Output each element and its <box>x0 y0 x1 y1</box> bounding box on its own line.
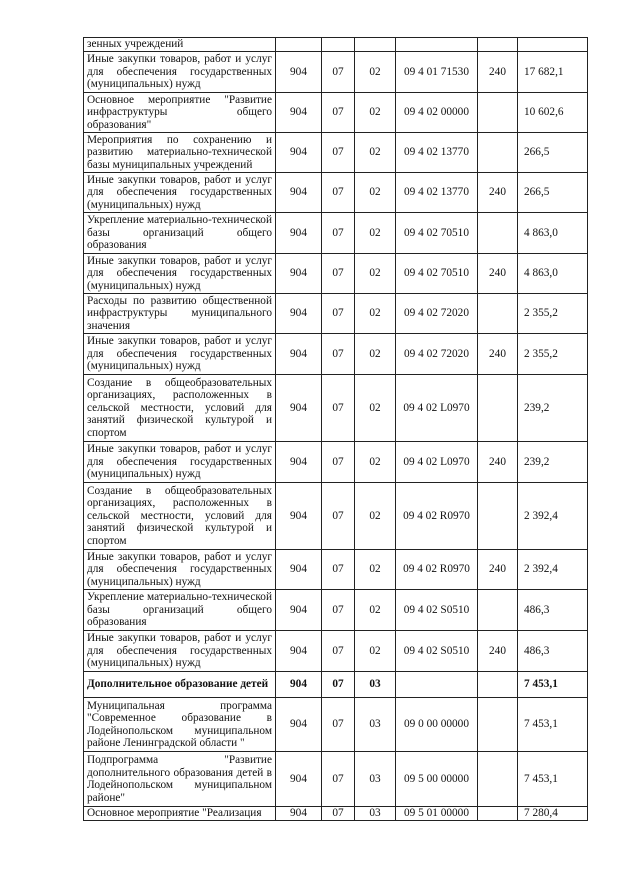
amount-cell: 486,3 <box>518 631 588 672</box>
department-code-cell: 904 <box>276 631 322 672</box>
target-article-cell: 09 4 02 S0510 <box>396 590 478 631</box>
expense-type-cell: 240 <box>478 52 518 93</box>
expense-name-cell: Создание в общеобразовательных организациях, расположенных в сельской местности, условий для занятий физической культурой и спортом <box>84 375 276 442</box>
department-code-cell: 904 <box>276 752 322 807</box>
expense-name-cell: Иные закупки товаров, работ и услуг для обеспечения государственных (муниципальных) нужд <box>84 254 276 294</box>
target-article-cell: 09 4 02 13770 <box>396 133 478 173</box>
department-code-cell: 904 <box>276 213 322 254</box>
department-code-cell: 904 <box>276 133 322 173</box>
expense-type-cell: 240 <box>478 334 518 375</box>
expense-name-cell: Муниципальная программа "Современное образование в Лодейнопольском муниципальном районе Ленинградской области " <box>84 698 276 752</box>
subsection-code-cell: 02 <box>355 442 396 483</box>
subsection-code-cell: 03 <box>355 698 396 752</box>
amount-cell: 2 392,4 <box>518 483 588 550</box>
amount-cell: 239,2 <box>518 375 588 442</box>
expense-type-cell <box>478 590 518 631</box>
amount-cell: 4 863,0 <box>518 213 588 254</box>
section-code-cell: 07 <box>322 93 355 133</box>
target-article-cell: 09 4 02 72020 <box>396 294 478 334</box>
expense-name-cell: Дополнительное образование детей <box>84 672 276 698</box>
department-code-cell: 904 <box>276 294 322 334</box>
expense-type-cell <box>478 93 518 133</box>
expense-type-cell <box>478 38 518 52</box>
target-article-cell: 09 0 00 00000 <box>396 698 478 752</box>
subsection-code-cell: 03 <box>355 807 396 821</box>
department-code-cell: 904 <box>276 173 322 213</box>
department-code-cell: 904 <box>276 698 322 752</box>
expense-name-cell: зенных учреждений <box>84 38 276 52</box>
table-row <box>84 698 588 752</box>
subsection-code-cell: 02 <box>355 213 396 254</box>
amount-cell: 7 453,1 <box>518 698 588 752</box>
target-article-cell <box>396 672 478 698</box>
target-article-cell: 09 5 01 00000 <box>396 807 478 821</box>
department-code-cell: 904 <box>276 550 322 590</box>
subsection-code-cell: 02 <box>355 254 396 294</box>
target-article-cell: 09 5 00 00000 <box>396 752 478 807</box>
expense-name-cell: Основное мероприятие "Развитие инфраструктуры общего образования" <box>84 93 276 133</box>
table-row <box>84 590 588 631</box>
expense-name-cell: Подпрограмма "Развитие дополнительного образования детей в Лодейнопольском муниципальном районе" <box>84 752 276 807</box>
expense-name-cell: Иные закупки товаров, работ и услуг для обеспечения государственных (муниципальных) нужд <box>84 173 276 213</box>
table-row <box>84 254 588 294</box>
department-code-cell: 904 <box>276 334 322 375</box>
expense-name-cell: Иные закупки товаров, работ и услуг для обеспечения государственных (муниципальных) нужд <box>84 631 276 672</box>
expense-type-cell <box>478 698 518 752</box>
department-code-cell: 904 <box>276 807 322 821</box>
section-code-cell: 07 <box>322 213 355 254</box>
amount-cell: 486,3 <box>518 590 588 631</box>
section-code-cell: 07 <box>322 672 355 698</box>
table-row <box>84 631 588 672</box>
expense-name-cell: Укрепление материально-технической базы организаций общего образования <box>84 590 276 631</box>
expense-name-cell: Укрепление материально-технической базы организаций общего образования <box>84 213 276 254</box>
table-row <box>84 93 588 133</box>
section-code-cell: 07 <box>322 442 355 483</box>
section-code-cell: 07 <box>322 483 355 550</box>
amount-cell: 266,5 <box>518 133 588 173</box>
amount-cell: 4 863,0 <box>518 254 588 294</box>
subsection-code-cell <box>355 38 396 52</box>
expense-name-cell: Иные закупки товаров, работ и услуг для обеспечения государственных (муниципальных) нужд <box>84 550 276 590</box>
target-article-cell <box>396 38 478 52</box>
section-code-cell <box>322 38 355 52</box>
table-row <box>84 752 588 807</box>
target-article-cell: 09 4 02 L0970 <box>396 375 478 442</box>
expense-type-cell: 240 <box>478 254 518 294</box>
expense-type-cell: 240 <box>478 173 518 213</box>
table-row <box>84 133 588 173</box>
expense-type-cell: 240 <box>478 631 518 672</box>
table-row <box>84 807 588 821</box>
table-row <box>84 38 588 52</box>
section-code-cell: 07 <box>322 52 355 93</box>
subsection-code-cell: 02 <box>355 294 396 334</box>
section-code-cell: 07 <box>322 173 355 213</box>
amount-cell: 7 453,1 <box>518 752 588 807</box>
department-code-cell <box>276 38 322 52</box>
table-row <box>84 442 588 483</box>
amount-cell: 266,5 <box>518 173 588 213</box>
department-code-cell: 904 <box>276 590 322 631</box>
subsection-code-cell: 02 <box>355 93 396 133</box>
expense-name-cell: Иные закупки товаров, работ и услуг для обеспечения государственных (муниципальных) нужд <box>84 334 276 375</box>
expense-type-cell <box>478 375 518 442</box>
section-code-cell: 07 <box>322 752 355 807</box>
department-code-cell: 904 <box>276 483 322 550</box>
target-article-cell: 09 4 02 72020 <box>396 334 478 375</box>
expense-type-cell <box>478 294 518 334</box>
section-code-cell: 07 <box>322 294 355 334</box>
expense-type-cell <box>478 672 518 698</box>
target-article-cell: 09 4 02 00000 <box>396 93 478 133</box>
table-row <box>84 550 588 590</box>
expense-type-cell <box>478 483 518 550</box>
section-code-cell: 07 <box>322 631 355 672</box>
table-row <box>84 483 588 550</box>
target-article-cell: 09 4 02 R0970 <box>396 483 478 550</box>
subsection-code-cell: 02 <box>355 334 396 375</box>
table-row <box>84 173 588 213</box>
expense-name-cell: Иные закупки товаров, работ и услуг для обеспечения государственных (муниципальных) нужд <box>84 442 276 483</box>
subsection-code-cell: 02 <box>355 52 396 93</box>
expense-type-cell: 240 <box>478 550 518 590</box>
table-row <box>84 334 588 375</box>
budget-table-body <box>84 38 588 821</box>
amount-cell: 17 682,1 <box>518 52 588 93</box>
section-code-cell: 07 <box>322 133 355 173</box>
expense-name-cell: Мероприятия по сохранению и развитию материально-технической базы муниципальных учреждений <box>84 133 276 173</box>
section-code-cell: 07 <box>322 807 355 821</box>
subsection-code-cell: 03 <box>355 752 396 807</box>
table-row <box>84 672 588 698</box>
amount-cell: 2 392,4 <box>518 550 588 590</box>
expense-type-cell <box>478 752 518 807</box>
target-article-cell: 09 4 02 L0970 <box>396 442 478 483</box>
target-article-cell: 09 4 02 70510 <box>396 254 478 294</box>
target-article-cell: 09 4 02 13770 <box>396 173 478 213</box>
expense-name-cell: Иные закупки товаров, работ и услуг для обеспечения государственных (муниципальных) нужд <box>84 52 276 93</box>
amount-cell: 239,2 <box>518 442 588 483</box>
section-code-cell: 07 <box>322 590 355 631</box>
subsection-code-cell: 02 <box>355 631 396 672</box>
table-row <box>84 294 588 334</box>
target-article-cell: 09 4 02 70510 <box>396 213 478 254</box>
expense-type-cell <box>478 807 518 821</box>
department-code-cell: 904 <box>276 254 322 294</box>
subsection-code-cell: 02 <box>355 375 396 442</box>
amount-cell <box>518 38 588 52</box>
amount-cell: 2 355,2 <box>518 294 588 334</box>
department-code-cell: 904 <box>276 93 322 133</box>
expense-type-cell <box>478 213 518 254</box>
department-code-cell: 904 <box>276 52 322 93</box>
subsection-code-cell: 02 <box>355 483 396 550</box>
expense-type-cell <box>478 133 518 173</box>
expense-name-cell: Основное мероприятие "Реализация <box>84 807 276 821</box>
subsection-code-cell: 02 <box>355 550 396 590</box>
amount-cell: 7 453,1 <box>518 672 588 698</box>
subsection-code-cell: 03 <box>355 672 396 698</box>
expense-type-cell: 240 <box>478 442 518 483</box>
amount-cell: 7 280,4 <box>518 807 588 821</box>
section-code-cell: 07 <box>322 254 355 294</box>
table-row <box>84 213 588 254</box>
table-row <box>84 52 588 93</box>
target-article-cell: 09 4 02 S0510 <box>396 631 478 672</box>
subsection-code-cell: 02 <box>355 133 396 173</box>
subsection-code-cell: 02 <box>355 173 396 213</box>
department-code-cell: 904 <box>276 375 322 442</box>
budget-table <box>83 37 588 821</box>
department-code-cell: 904 <box>276 442 322 483</box>
expense-name-cell: Создание в общеобразовательных организациях, расположенных в сельской местности, условий для занятий физической культурой и спортом <box>84 483 276 550</box>
amount-cell: 10 602,6 <box>518 93 588 133</box>
section-code-cell: 07 <box>322 334 355 375</box>
subsection-code-cell: 02 <box>355 590 396 631</box>
department-code-cell: 904 <box>276 672 322 698</box>
section-code-cell: 07 <box>322 550 355 590</box>
section-code-cell: 07 <box>322 698 355 752</box>
expense-name-cell: Расходы по развитию общественной инфраструктуры муниципального значения <box>84 294 276 334</box>
target-article-cell: 09 4 02 R0970 <box>396 550 478 590</box>
section-code-cell: 07 <box>322 375 355 442</box>
amount-cell: 2 355,2 <box>518 334 588 375</box>
table-row <box>84 375 588 442</box>
target-article-cell: 09 4 01 71530 <box>396 52 478 93</box>
